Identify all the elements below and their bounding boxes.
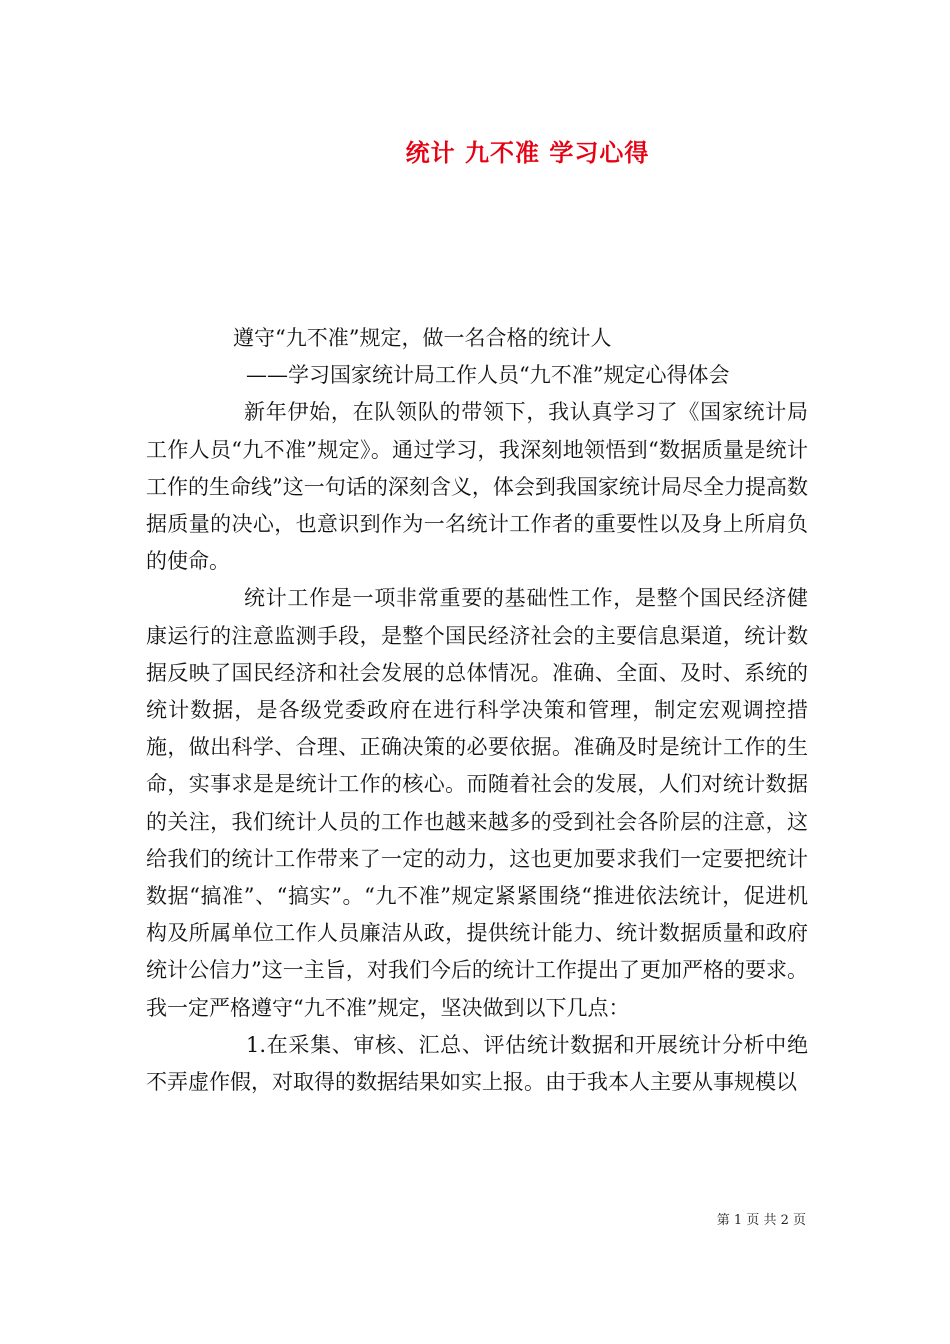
article-heading: 遵守“九不准”规定，做一名合格的统计人 — [233, 326, 612, 350]
article-subheading: ——学习国家统计局工作人员“九不准”规定心得体会 — [246, 363, 730, 388]
paragraph-main: 统计工作是一项非常重要的基础性工作，是整个国民经济健康运行的注意监测手段，是整个国民经济社会的主要信息渠道，统计数据反映了国民经济和社会发展的总体情况。准确、全面、及时、系统的统计数据，是各级党委政府在进行科学决策和管理，制定宏观调控措施，做出科学、合理、正确决策的必要依据。准确及时是统计工作的生命，实事求是是统计工作的核心。而随着社会的发展，人们对统计数据的关注，我们统计人员的工作也越来越多的受到社会各阶层的注意，这给我们的统计工作带来了一定的动力，这也更加要求我们一定要把统计数据“搞准”、“搞实”。“九不准”规定紧紧围绕“推进依法统计，促进机构及所属单位工作人员廉洁从政，提供统计能力、统计数据质量和政府统计公信力”这一主旨，对我们今后的统计工作提出了更加严格的要求。我一定严格遵守“九不准”规定，坚决做到以下几点： — [146, 586, 808, 1020]
document-title: 统计 九不准 学习心得 — [405, 139, 650, 167]
document-body — [146, 320, 808, 1101]
paragraph-intro: 新年伊始，在队领队的带领下，我认真学习了《国家统计局工作人员“九不准”规定》。通过学习，我深刻地领悟到“数据质量是统计工作的生命线”这一句话的深刻含义，体会到我国家统计局尽全力提高数据质量的决心，也意识到作为一名统计工作者的重要性以及身上所肩负的使命。 — [146, 400, 808, 574]
paragraph-point-1: 1.在采集、审核、汇总、评估统计数据和开展统计分析中绝不弄虚作假，对取得的数据结果如实上报。由于我本人主要从事规模以 — [146, 1032, 808, 1095]
page-number: 第 1 页 共 2 页 — [716, 1213, 806, 1228]
